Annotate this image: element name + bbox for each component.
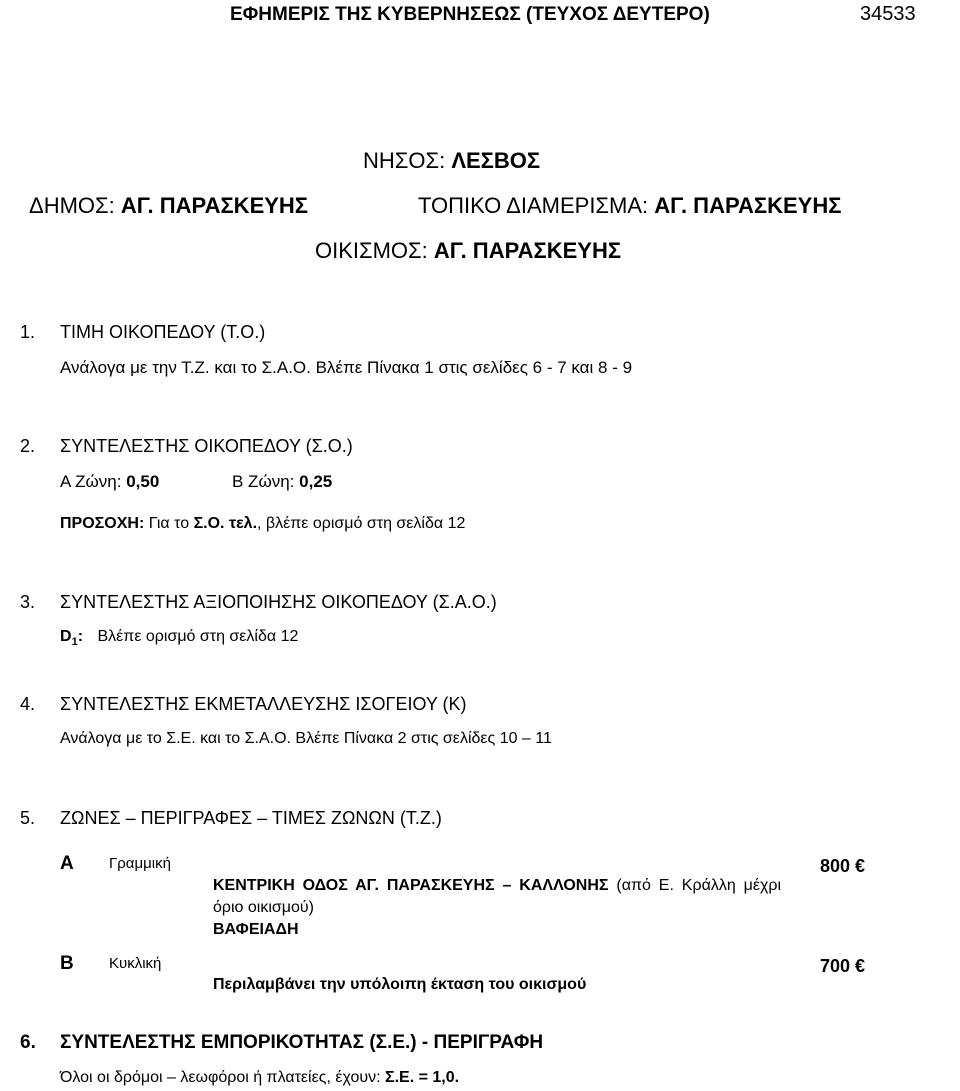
section-4-title: 4. ΣΥΝΤΕΛΕΣΤΗΣ ΕΚΜΕΤΑΛΛΕΥΣΗΣ ΙΣΟΓΕΙΟΥ (Κ) — [20, 694, 467, 714]
municipality-line — [29, 193, 308, 219]
section-6-text: Όλοι οι δρόμοι – λεωφόροι ή πλατείες, έχουν: Σ.Ε. = 1,0. — [60, 1069, 460, 1086]
section-1-title: 1. ΤΙΜΗ ΟΙΚΟΠΕΔΟΥ (Τ.Ο.) — [20, 322, 266, 342]
local-division-line — [418, 193, 841, 219]
section-2-title: 2. ΣΥΝΤΕΛΕΣΤΗΣ ΟΙΚΟΠΕΔΟΥ (Σ.Ο.) — [20, 436, 353, 456]
section-3-title: 3. ΣΥΝΤΕΛΕΣΤΗΣ ΑΞΙΟΠΟΙΗΣΗΣ ΟΙΚΟΠΕΔΟΥ (Σ.Α.Ο.) — [20, 592, 497, 612]
municipality-value: ΑΓ. ΠΑΡΑΣΚΕΥΗΣ — [120, 193, 309, 218]
island-label: ΝΗΣΟΣ: — [363, 148, 446, 173]
local-division-label: ΤΟΠΙΚΟ ΔΙΑΜΕΡΙΣΜΑ: — [418, 193, 649, 218]
zone-b-coefficient: Β Ζώνη: 0,25 — [232, 472, 333, 491]
section-2-note: ΠΡΟΣΟΧΗ: Για το Σ.Ο. τελ., βλέπε ορισμό στη σελίδα 12 — [60, 515, 466, 532]
zone-b-description: Περιλαμβάνει την υπόλοιπη έκταση του οικισμού — [213, 976, 587, 993]
zone-b-letter: Β — [60, 953, 74, 974]
zone-a-coefficient: Α Ζώνη: 0,50 — [60, 472, 160, 491]
gazette-title: ΕΦΗΜΕΡΙΣ ΤΗΣ ΚΥΒΕΡΝΗΣΕΩΣ (ΤΕΥΧΟΣ ΔΕΥΤΕΡΟ) — [230, 4, 710, 25]
page-number: 34533 — [860, 3, 916, 25]
zone-b-type: Κυκλική — [109, 955, 162, 972]
section-4-text: Ανάλογα με το Σ.Ε. και το Σ.Α.Ο. Βλέπε Πίνακα 2 στις σελίδες 10 – 11 — [60, 730, 552, 747]
zone-a-letter: Α — [60, 853, 74, 874]
zone-a-description: ΚΕΝΤΡΙΚΗ ΟΔΟΣ ΑΓ. ΠΑΡΑΣΚΕΥΗΣ – ΚΑΛΛΟΝΗΣ (από Ε. Κράλλη μέχρι όριο οικισμού) ΒΑΦΕΙΑΔΗ — [213, 877, 782, 938]
island-value: ΛΕΣΒΟΣ — [451, 148, 541, 173]
settlement-line — [315, 238, 621, 264]
zone-b-price: 700 € — [820, 956, 866, 976]
zone-a-type: Γραμμική — [109, 855, 171, 872]
settlement-label: ΟΙΚΙΣΜΟΣ: — [315, 238, 428, 263]
island-line — [363, 148, 540, 174]
section-1-text: Ανάλογα με την Τ.Ζ. και το Σ.Α.Ο. Βλέπε Πίνακα 1 στις σελίδες 6 - 7 και 8 - 9 — [60, 358, 633, 377]
settlement-value: ΑΓ. ΠΑΡΑΣΚΕΥΗΣ — [433, 238, 622, 263]
zone-a-price: 800 € — [820, 856, 866, 876]
section-3-text: $D_1$: Βλέπε ορισμό στη σελίδα 12 — [60, 628, 299, 649]
section-5-title: 5. ΖΩΝΕΣ – ΠΕΡΙΓΡΑΦΕΣ – ΤΙΜΕΣ ΖΩΝΩΝ (Τ.Ζ.) — [20, 808, 442, 828]
municipality-label: ΔΗΜΟΣ: — [29, 193, 115, 218]
local-division-value: ΑΓ. ΠΑΡΑΣΚΕΥΗΣ — [654, 193, 842, 218]
section-6-title: 6. ΣΥΝΤΕΛΕΣΤΗΣ ΕΜΠΟΡΙΚΟΤΗΤΑΣ (Σ.Ε.) - ΠΕΡΙΓΡΑΦΗ — [20, 1032, 544, 1053]
